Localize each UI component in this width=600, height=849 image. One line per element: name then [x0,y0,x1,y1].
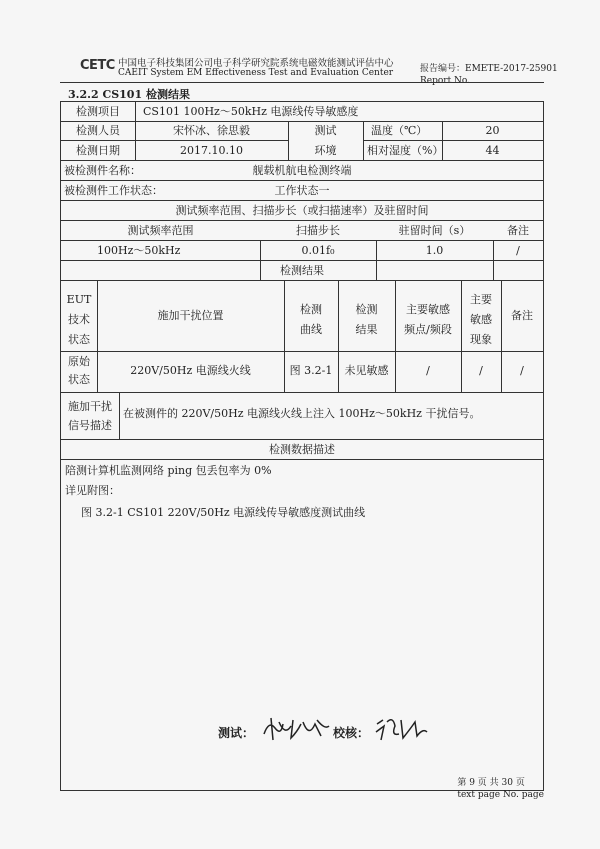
sweep-title: 测试频率范围、扫描步长（或扫描速率）及驻留时间 [175,204,429,217]
row-divider [61,351,543,352]
dut-name-value: 舰载机航电检测终端 [252,164,352,177]
description-line-1: 陪测计算机监测网络 ping 包丢包率为 0% [65,464,272,477]
row-divider [61,200,543,201]
signal-value: 在被测件的 220V/50Hz 电源线火线上注入 100Hz～50kHz 干扰信号。 [123,407,481,420]
row-divider [61,121,543,122]
header-rule [60,82,544,83]
personnel-value: 宋怀冰、徐思毅 [173,124,250,137]
eut-state-header: EUT 技术 状态 [66,293,92,346]
personnel-label: 检测人员 [76,124,120,137]
humidity-value: 44 [485,144,500,157]
tester-label: 测试： [218,726,255,740]
position-value: 220V/50Hz 电源线火线 [130,364,251,377]
humidity-label: 相对湿度（%） [367,144,444,157]
report-number [420,63,558,87]
original-state-cell: 原始 状态 [68,355,90,386]
sweep-header-range: 测试频率范围 [127,224,194,237]
figure-caption: 图 3.2-1 CS101 220V/50Hz 电源线传导敏感度测试曲线 [81,506,366,519]
page-number-en: text page No. page [457,790,544,800]
phenomenon-value: / [479,364,483,377]
sweep-step-value: 0.01f₀ [301,244,335,257]
item-label: 检测项目 [76,105,120,118]
row-divider [61,459,543,460]
curve-value: 图 3.2-1 [289,364,333,377]
row-divider [61,220,543,221]
result-value: 未见敏感 [344,364,389,377]
phenomenon-header: 主要 敏感 现象 [470,293,492,346]
date-value: 2017.10.10 [180,144,243,157]
item-value: CS101 100Hz～50kHz 电源线传导敏感度 [143,105,359,118]
row-divider [61,280,543,281]
row-divider [61,392,543,393]
section-title: 3.2.2 CS101 检测结果 [68,88,190,101]
sweep-remark-value: / [516,244,520,257]
page-footer [457,777,544,801]
cetc-logo: CETC [80,58,115,73]
org-name-cn: 中国电子科技集团公司电子科学研究院系统电磁效能测试评估中心 [118,58,394,69]
sweep-dwell-value: 1.0 [425,244,444,257]
position-header: 施加干扰位置 [157,309,224,322]
report-table [60,101,544,791]
description-title: 检测数据描述 [269,443,335,456]
row-divider [363,140,543,141]
dut-state-label: 被检测件工作状态： [64,184,163,197]
row-divider [61,439,543,440]
col-divider [119,392,120,439]
signal-label: 施加干扰 信号描述 [68,400,112,432]
sweep-header-remark: 备注 [507,224,529,237]
page-number-cn: 第 9 页 共 30 页 [457,778,525,788]
result-header: 检测 结果 [355,303,378,336]
remark-header: 备注 [511,309,533,322]
checker-label: 校核： [333,726,370,740]
sweep-range-value: 100Hz～50kHz [97,244,181,257]
report-number-cn: 报告编号：EMETE-2017-25901 [420,64,558,74]
row-divider [61,160,543,161]
sweep-header-dwell: 驻留时间（s） [398,224,471,237]
dut-name-label: 被检测件名称： [64,164,141,177]
sweep-header-step: 扫描步长 [296,224,340,237]
org-name-en: CAEIT System EM Effectiveness Test and Evaluation Center [118,68,394,78]
results-title: 检测结果 [280,264,324,277]
dut-state-value: 工作状态一 [274,184,330,197]
temperature-value: 20 [485,124,500,137]
col-divider [363,121,364,160]
sensitive-band-header: 主要敏感 频点/频段 [404,303,452,336]
row-divider [61,180,543,181]
env-label-2: 环境 [314,144,337,157]
row-divider [61,240,543,241]
row-divider [61,140,288,141]
env-label-1: 测试 [314,124,337,137]
sensitive-band-value: / [426,364,430,377]
curve-header: 检测 曲线 [300,303,322,336]
tester-signature [261,714,333,744]
report-number-en: Report No. [420,76,471,86]
row-divider [61,260,543,261]
description-line-2: 详见附图： [65,484,120,497]
remark-value: / [520,364,524,377]
temperature-label: 温度（℃） [371,124,428,137]
checker-signature [373,714,429,744]
date-label: 检测日期 [76,144,120,157]
